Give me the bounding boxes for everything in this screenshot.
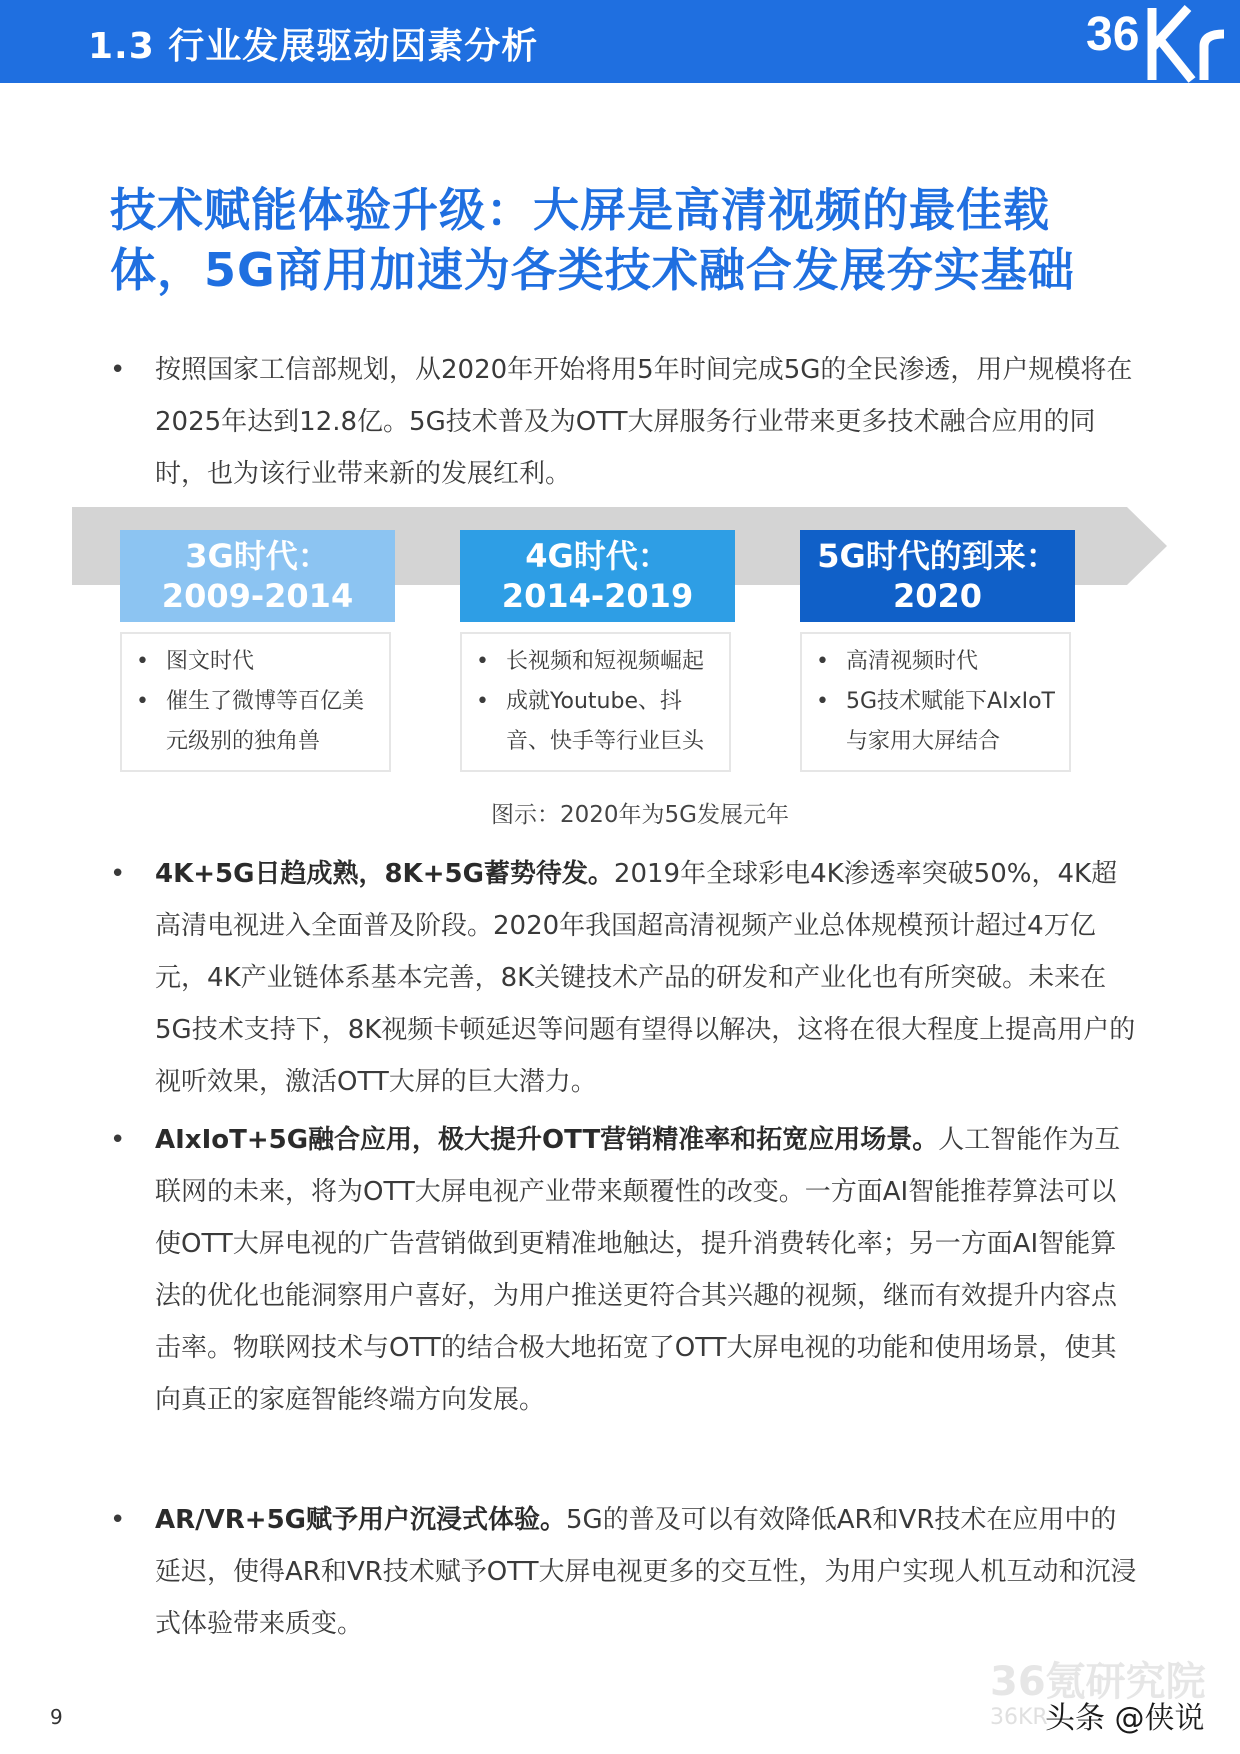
era-box-4g [460, 530, 735, 622]
intro-paragraph [110, 344, 1140, 500]
era-title: 5G时代的到来： [817, 537, 1058, 575]
point-lead: AR/VR+5G赋予用户沉浸式体验。 [155, 1505, 566, 1535]
point-text: 5G的普及可以有效降低AR和VR技术在应用中的延迟，使得AR和VR技术赋予OTT大屏电视更多的交互性，为用户实现人机互动和沉浸式体验带来质变。 [155, 1505, 1137, 1639]
era-box-5g [800, 530, 1075, 622]
section-title: 1.3 行业发展驱动因素分析 [88, 26, 539, 67]
era-title: 3G时代： [185, 537, 330, 575]
page-number: 9 [50, 1705, 63, 1729]
source-tag: 头条 @侠说 [1045, 1701, 1205, 1736]
point-aixiot [110, 1114, 1140, 1426]
era-card-4g [460, 632, 731, 772]
list-item: • 长视频和短视频崛起 [476, 642, 723, 682]
figure-caption: 图示：2020年为5G发展元年 [491, 802, 789, 828]
point-lead: 4K+5G日趋成熟，8K+5G蓄势待发。 [155, 859, 614, 889]
era-title: 4G时代： [525, 537, 670, 575]
era-card-3g [120, 632, 391, 772]
logo-k-mark [1152, 8, 1192, 80]
list-item: • 高清视频时代 [816, 642, 1063, 682]
list-item: • 成就Youtube、抖音、快手等行业巨头 [476, 682, 723, 762]
point-body [155, 848, 1140, 1108]
era-box-3g [120, 530, 395, 622]
watermark-brand: 36氪研究院 [990, 1659, 1206, 1705]
headline [110, 180, 1150, 300]
point-4k-8k [110, 848, 1140, 1108]
intro-text: 按照国家工信部规划，从2020年开始将用5年时间完成5G的全民渗透，用户规模将在2025年达到12.8亿。5G技术普及为OTT大屏服务行业带来更多技术融合应用的同时，也为该行业带来新的发展红利。 [155, 355, 1133, 489]
era-years: 2020 [892, 577, 983, 615]
point-body [155, 1494, 1140, 1650]
list-item: • 5G技术赋能下AIxIoT与家用大屏结合 [816, 682, 1063, 762]
36kr-logo [1080, 0, 1240, 83]
bullet: • [110, 1125, 126, 1155]
point-text: 2019年全球彩电4K渗透率突破50%，4K超高清电视进入全面普及阶段。2020年我国超高清视频产业总体规模预计超过4万亿元，4K产业链体系基本完善，8K关键技术产品的研发和产业化也有所突破。未来在5G技术支持下，8K视频卡顿延迟等问题有望得以解决，这将在很大程度上提高用户的视听效果，激活OTT大屏的巨大潜力。 [155, 859, 1136, 1097]
point-body [155, 1114, 1140, 1426]
logo-digits: 36 [1086, 8, 1140, 61]
point-lead: AIxIoT+5G融合应用，极大提升OTT营销精准率和拓宽应用场景。 [155, 1125, 939, 1155]
headline-line-2: 体，5G商用加速为各类技术融合发展夯实基础 [110, 243, 1075, 297]
era-years: 2014-2019 [501, 577, 694, 615]
bullet: • [110, 355, 126, 385]
point-arvr [110, 1494, 1140, 1650]
list-item: • 图文时代 [136, 642, 383, 682]
bullet: • [110, 1505, 126, 1535]
headline-line-1: 技术赋能体验升级：大屏是高清视频的最佳载 [110, 183, 1050, 237]
watermark-sub: 36KR [990, 1705, 1048, 1730]
point-text: 人工智能作为互联网的未来，将为OTT大屏电视产业带来颠覆性的改变。一方面AI智能推荐算法可以使OTT大屏电视的广告营销做到更精准地触达，提升消费转化率；另一方面AI智能算法的优化也能洞察用户喜好，为用户推送更符合其兴趣的视频，继而有效提升内容点击率。物联网技术与OTT的结合极大地拓宽了OTT大屏电视的功能和使用场景，使其向真正的家庭智能终端方向发展。 [155, 1125, 1121, 1415]
bullet: • [110, 859, 126, 889]
list-item: • 催生了微博等百亿美元级别的独角兽 [136, 682, 383, 762]
era-years: 2009-2014 [161, 577, 354, 615]
era-card-5g [800, 632, 1071, 772]
logo-r-mark [1204, 34, 1224, 80]
